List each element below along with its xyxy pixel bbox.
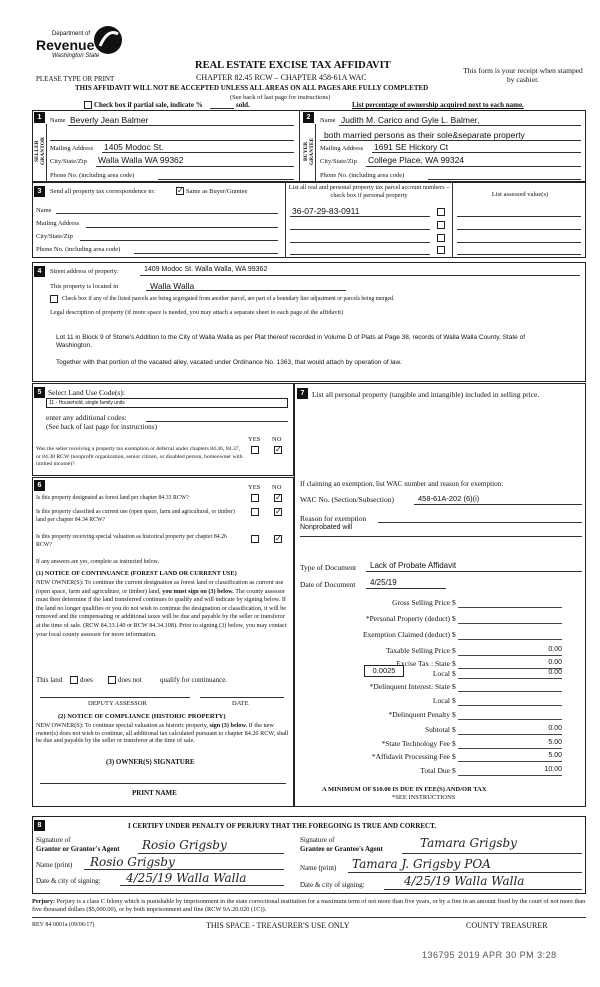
tax-row-value[interactable] [458,630,562,640]
dept-line1: Department of [52,31,91,37]
notice2-body [36,722,290,745]
does-label: does [80,676,93,684]
parcel-1-checkbox[interactable] [437,208,445,216]
tax-row-value[interactable]: 0.00 [458,646,562,656]
form-subtitle: CHAPTER 82.45 RCW – CHAPTER 458-61A WAC [196,73,367,82]
ownership-note: List percentage of ownership acquired next to each name. [352,101,524,109]
partial-sale-label: Check box if partial sale, indicate % [94,101,203,109]
sec6-yes: YES [248,484,261,491]
grantor-date[interactable]: 4/25/19 Walla Walla [126,871,247,885]
sec3-phone-label: Phone No. (including area code) [36,246,121,253]
tax-row-label: *Affidavit Processing Fee [371,752,450,761]
buyer-mailing-label: Mailing Address [320,145,364,152]
grantee-name-label: Name (print) [300,864,337,872]
buyer-side-label: BUYER GRANTEE [303,137,315,165]
dollar-sign: $ [452,739,456,748]
parcel-header: List all real and personal property tax parcel account numbers – check box if personal property [288,184,450,199]
sec6-q3-yes[interactable] [251,535,259,543]
same-as-buyer-label: Same as Buyer/Grantee [186,188,248,195]
land-use-code-field[interactable] [46,398,288,408]
dollar-sign: $ [452,725,456,734]
sec6-q2-yes[interactable] [251,508,259,516]
notice2-title: (2) NOTICE OF COMPLIANCE (HISTORIC PROPERTY) [58,713,226,720]
assessed-header: List assessed value(s) [491,191,549,198]
buyer-phone-label: Phone No. (including area code) [320,172,405,179]
seller-name-label: Name [50,117,66,124]
buyer-name2[interactable]: both married persons as their sole&separate property [324,130,525,140]
buyer-city[interactable]: College Place, WA 99324 [368,155,465,165]
deputy-assessor: DEPUTY ASSESSOR [88,700,147,707]
buyer-name[interactable]: Judith M. Carico and Gyle L. Balmer, [341,115,480,125]
reason-label: Reason for exemption [300,514,367,523]
reason-value[interactable]: Nonprobated will [300,524,353,531]
grantee-date-label: Date & city of signing: [300,881,365,889]
tax-row-value[interactable] [458,682,562,692]
county-treasurer: COUNTY TREASURER [466,921,548,930]
seller-phone-label: Phone No. (including area code) [50,172,135,179]
doc-date-value[interactable]: 4/25/19 [370,578,397,587]
tax-row-label: *Delinquent Interest: State [369,682,450,691]
certify-text: I CERTIFY UNDER PENALTY OF PERJURY THAT THE FOREGOING IS TRUE AND CORRECT. [128,822,437,830]
tax-row-label: Gross Selling Price [392,598,450,607]
tax-row-label: *State Technology Fee [381,739,450,748]
seller-mailing[interactable]: 1405 Modoc St. [104,142,164,152]
parcel-2-checkbox[interactable] [437,221,445,229]
minimum-note: A MINIMUM OF $10.00 IS DUE IN FEE(S) AND/OR TAX [322,786,487,793]
section-1-number: 1 [34,112,45,123]
additional-codes-label: enter any additional codes: [46,413,127,422]
tax-row [300,630,562,641]
tax-row [300,646,562,657]
tax-row-label: *Personal Property (deduct) [365,614,450,623]
tax-row-value[interactable]: 0.00 [458,659,562,669]
tax-row [300,710,562,721]
parcel-3-checkbox[interactable] [437,234,445,242]
segregated-checkbox[interactable] [50,295,58,303]
grantor-date-label: Date & city of signing: [36,877,101,885]
legal-label: Legal description of property (if more space is needed, you may attach a separate sheet to each page of the affidavit) [50,309,344,316]
seller-mailing-label: Mailing Address [50,145,94,152]
print-name-label: PRINT NAME [132,789,177,797]
notice2-c: If the new owner(s) does not wish to continue, all additional tax calculated pursuant to chapter 84.26 RCW, shall be due and payable by the seller or transferor at the time of sale. [36,722,289,745]
tax-row [300,598,562,609]
sec3-name-label: Name [36,207,52,214]
tax-row [300,766,562,777]
street-label: Street address of property: [50,268,119,275]
dollar-sign: $ [452,682,456,691]
recording-stamp: 136795 2019 APR 30 PM 3:28 [422,950,557,960]
dollar-sign: $ [452,614,456,623]
dollar-sign: $ [452,646,456,655]
tax-row-value[interactable]: 0.00 [458,669,562,679]
seller-city-label: City/State/Zip [50,158,87,165]
sold-label: sold. [236,101,250,109]
tax-row [300,669,562,680]
legal-desc-1: Lot 11 in Block 9 of Stone's Addition to the City of Walla Walla as per Plat thereof recorded in Volume D of Plats at Page 38, records of Walla Walla County, State of Washington. [56,334,525,349]
perjury-title: Perjury: [32,898,56,905]
tax-row-label: Subtotal [424,725,450,734]
buyer-mailing[interactable]: 1691 SE Hickory Ct [374,142,449,152]
located-label: This property is located in [50,283,119,290]
tax-row-label: Local [432,696,450,705]
sec3-mailing-label: Mailing Address [36,220,80,227]
tax-row [300,696,562,707]
legal-desc-2: Together with that portion of the vacated alley, vacated under Ordinance No. 1363, that would attach by operation of law. [56,359,402,366]
located-value[interactable]: Walla Walla [150,281,195,291]
dollar-sign: $ [452,630,456,639]
dor-logo [36,24,126,68]
sec3-city-label: City/State/Zip [36,233,73,240]
buyer-city-label: City/State/Zip [320,158,357,165]
qualify-label: qualify for continuance. [160,676,228,684]
sec5-q1-no[interactable]: ✓ [275,445,282,454]
section-2-number: 2 [303,112,314,123]
section-3-number: 3 [34,186,45,197]
this-land-label: This land [36,676,63,684]
doc-type-value[interactable]: Lack of Probate Affidavit [370,561,457,570]
does-not-label: does not [118,676,142,684]
seller-city[interactable]: Walla Walla WA 99362 [98,155,184,165]
warning: THIS AFFIDAVIT WILL NOT BE ACCEPTED UNLESS ALL AREAS ON ALL PAGES ARE FULLY COMPLETED [75,84,429,92]
local-rate-box[interactable] [364,665,404,677]
sec6-if-yes: If any answers are yes, complete as instructed below. [36,559,159,565]
tax-row-value[interactable] [458,696,562,706]
tax-row [300,682,562,693]
sec6-q2-no[interactable]: ✓ [275,507,282,516]
grantor-name-label: Name (print) [36,861,73,869]
notice1-title: (1) NOTICE OF CONTINUANCE (FOREST LAND OR CURRENT USE) [36,570,237,577]
sec5-q1-yes[interactable] [251,446,259,454]
grantor-sig-label-b: Grantor or Grantor's Agent [36,845,120,853]
notice1-a: NEW OWNER(S): To continue the current designation as forest land or classification as current use (open space, farm and agriculture, or timber) land, [36,579,284,595]
please-type: PLEASE TYPE OR PRINT [36,75,115,83]
see-inst: *SEE INSTRUCTIONS [392,794,456,801]
personal-property-label: List all personal property (tangible and intangible) included in selling price. [312,390,540,399]
sec5-yes: YES [248,436,261,443]
section-7-number: 7 [297,388,308,399]
buyer-name-label: Name [320,117,336,124]
land-use-code: 11 - Household, single family units [49,400,125,406]
doc-date-label: Date of Document [300,580,356,589]
grantor-signature[interactable]: Rosio Grigsby [142,838,227,852]
tax-row-value[interactable] [458,614,562,624]
parcel-4-checkbox[interactable] [437,246,445,254]
tax-row-value[interactable] [458,710,562,720]
sec5-q1: Was the seller receiving a property tax exemption or deferral under chapters 84.36, 84.37, or 84.38 RCW (nonprofit organization, senior citizen, or disabled person, homeowner with limited income)? [36,446,243,467]
tax-row-value[interactable]: 5.00 [458,752,562,762]
receipt-note: This form is your receipt when stamped by cashier. [463,66,583,84]
tax-row-label: Exemption Claimed (deduct) [362,630,450,639]
form-title: REAL ESTATE EXCISE TAX AFFIDAVIT [195,60,391,71]
street-value[interactable]: 1409 Modoc St. Walla Walla, WA 99362 [144,266,268,273]
tax-row-value[interactable]: 0.00 [458,725,562,735]
notice1-c: The county assessor must then determine if the land transferred continues to qualify and will indicate by signing below. If the land no longer qualifies or you do not wish to continue the designation or classification, it will be removed and the compensating or additional taxes will be due and payable by the seller or transferor at the time of sale. (RCW 84.33.140 or RCW 84.34.108). Prior to signing (3) below, you may contact your local county assessor for more information. [36,587,287,638]
doc-type-label: Type of Document [300,563,357,572]
tax-row-value[interactable]: 10.00 [458,766,562,776]
sec6-q1-yes[interactable] [251,494,259,502]
sec6-q2: Is this property classified as current use (open space, farm and agricultural, or timber) land per chapter 84.34 RCW? [36,509,235,523]
grantee-name[interactable]: Tamara J. Grigsby POA [352,857,491,871]
notice1-body [36,579,290,639]
sec6-q3: Is this property receiving special valuation as historical property per chapter 84.26 RCW? [36,534,227,548]
segregated-label: Check box if any of the listed parcels are being segregated from another parcel, are part of a boundary line adjustment or parcels being merged. [62,296,395,302]
perjury-note [32,898,586,914]
sec6-q1-no[interactable]: ✓ [275,493,282,502]
section-4-number: 4 [34,266,45,277]
tax-row [300,752,562,763]
wac-label: WAC No. (Section/Subsection) [300,495,394,504]
perjury-text: Perjury is a class C felony which is punishable by imprisonment in the state correctional institution for a maximum term of not more than five years, or by a fine in an amount fixed by the court of not more than five thousand dollars ($5,000.00), or by both imprisonment and fine (RCW 9A.20.020 (1C)). [32,898,586,913]
tax-row-label: Local [432,669,450,678]
dollar-sign: $ [452,598,456,607]
does-not-checkbox[interactable] [108,676,116,684]
tax-row-label: Taxable Selling Price [385,646,450,655]
seller-side-label: SELLER GRANTOR [34,137,46,166]
does-checkbox[interactable] [70,676,78,684]
notice2-a: NEW OWNER(S): To continue special valuation as historic property, [36,722,208,729]
dept-line3: Washington State [52,53,100,59]
sec6-q1: Is this property designated as forest land per chapter 84.33 RCW? [36,495,189,501]
treasurer-space: THIS SPACE - TREASURER'S USE ONLY [206,921,350,930]
dept-line2: Revenue [36,37,95,53]
dollar-sign: $ [452,766,456,775]
parcel-1[interactable]: 36-07-29-83-0911 [292,206,360,216]
grantee-sig-label-a: Signature of [300,836,335,844]
claim-label: If claiming an exemption, list WAC number and reason for exemption: [300,480,504,488]
tax-row-value[interactable]: 5.00 [458,739,562,749]
notice1-b: you must sign on (3) below. [162,587,234,595]
sec6-q3-no[interactable]: ✓ [275,534,282,543]
send-label: Send all property tax correspondence to: [50,188,156,195]
tax-row [300,739,562,750]
rev-number: REV 84 0001a (09/06/17) [32,922,95,928]
dollar-sign: $ [452,696,456,705]
tax-row [300,614,562,625]
tax-row-label: *Delinquent Penalty [388,710,450,719]
grantor-name[interactable]: Rosio Grigsby [90,855,175,869]
dor-logo-icon [90,24,126,56]
section-5-number: 5 [34,387,45,398]
deputy-date: DATE [232,700,249,707]
see-back: (See back of last page for instructions) [230,94,331,101]
notice2-b: sign (3) below. [209,722,248,729]
section-8-number: 8 [34,820,45,831]
section-6-number: 6 [34,480,45,491]
tax-row-label: Total Due [420,766,450,775]
dollar-sign: $ [452,669,456,678]
wac-value[interactable]: 458-61A-202 (6)(i) [418,494,480,503]
same-as-buyer-checkbox[interactable]: ✓ [177,186,184,195]
partial-sale-checkbox[interactable] [84,101,92,109]
select-code-label: Select Land Use Code(s): [48,388,125,397]
grantee-sig-label-b: Grantee or Grantee's Agent [300,845,383,853]
local-rate: 0.0025 [372,666,396,675]
dollar-sign: $ [452,659,456,668]
seller-name[interactable]: Beverly Jean Balmer [70,115,149,125]
grantor-sig-label-a: Signature of [36,836,71,844]
sec6-no: NO [272,484,282,491]
owner-sig-label: (3) OWNER(S) SIGNATURE [106,758,195,766]
sec5-see-back: (See back of last page for instructions) [46,423,157,431]
tax-row-value[interactable] [458,598,562,608]
tax-row-label: Excise Tax : State [396,659,450,668]
dollar-sign: $ [452,752,456,761]
grantee-signature[interactable]: Tamara Grigsby [420,836,517,850]
grantee-date[interactable]: 4/25/19 Walla Walla [404,874,525,888]
sec5-no: NO [272,436,282,443]
tax-row [300,725,562,736]
dollar-sign: $ [452,710,456,719]
